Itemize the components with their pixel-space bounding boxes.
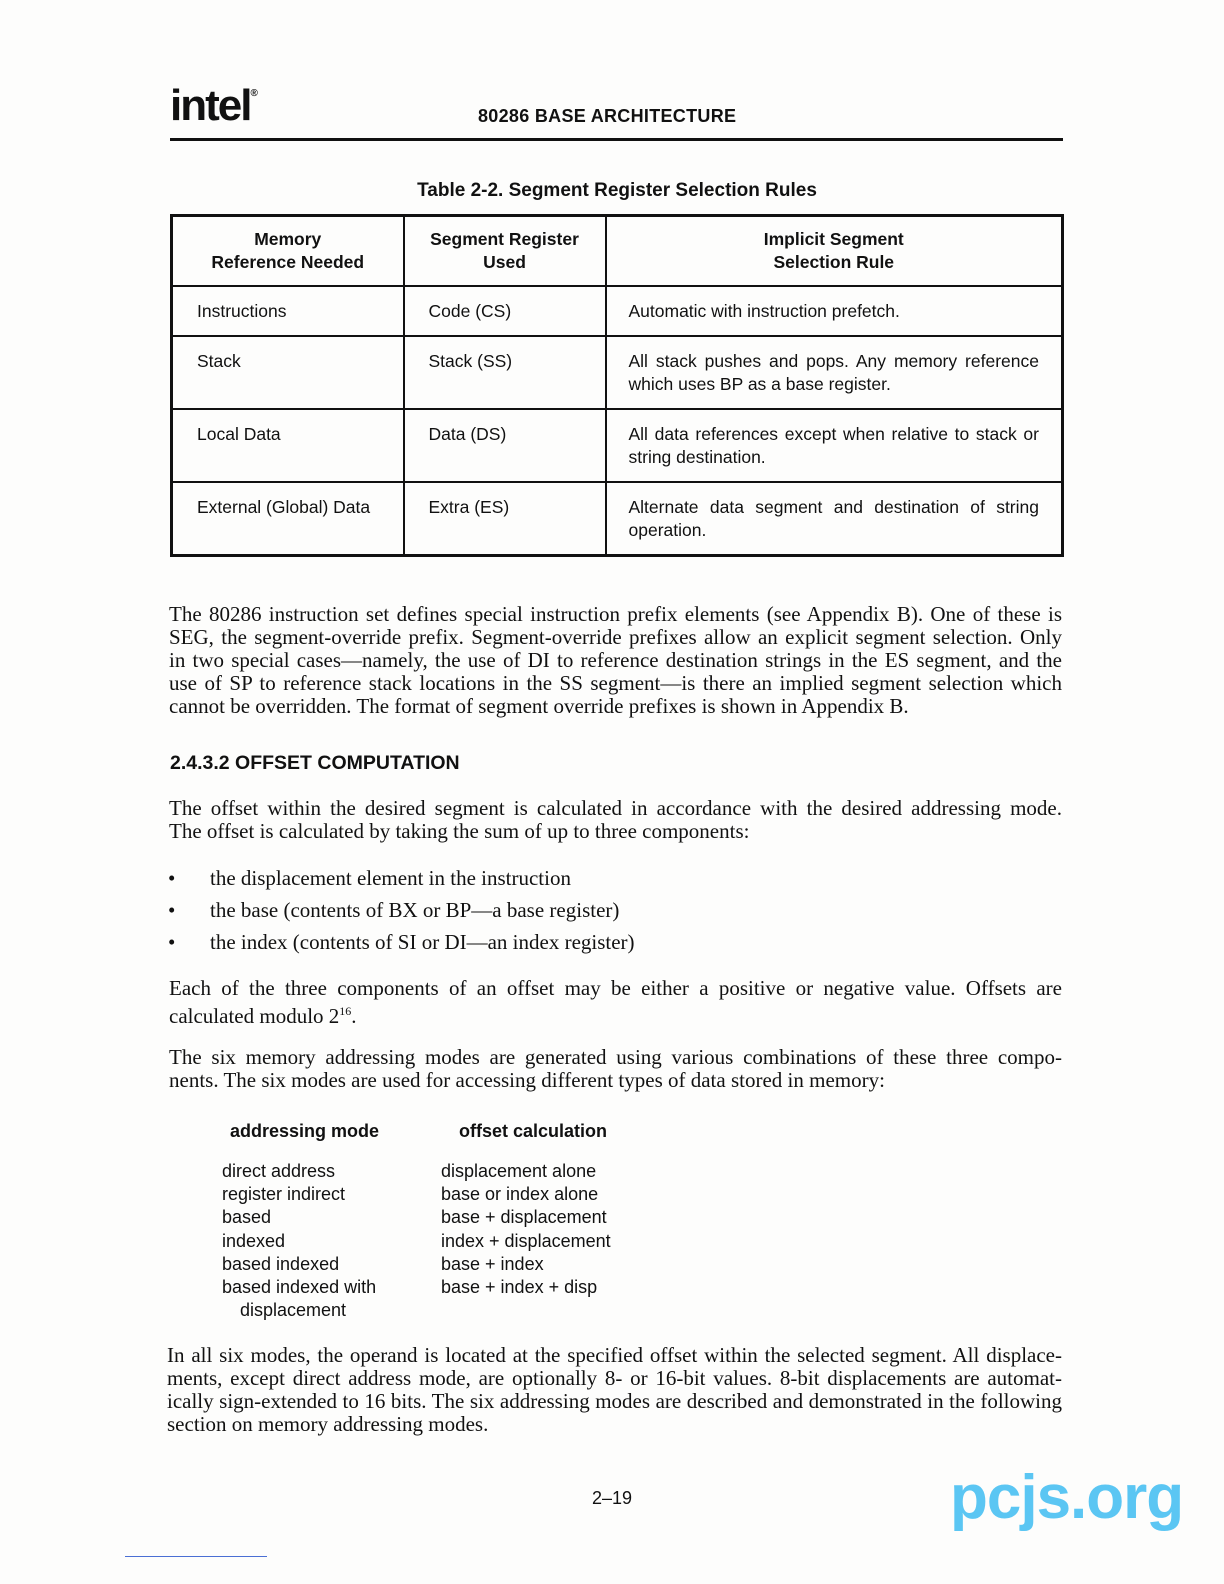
paragraph-offset-components <box>169 977 1062 1028</box>
text-line: In all six modes, the operand is located at the specified offset within the selected segment. All displace- <box>167 1343 1062 1367</box>
paragraph-offset-intro <box>169 797 1062 843</box>
modes-name-column <box>222 1160 376 1322</box>
table-header-row <box>172 216 1063 287</box>
table-cell: All stack pushes and pops. Any memory reference which uses BP as a base register. <box>606 336 1063 409</box>
header-rule <box>170 138 1063 141</box>
text-line: ically sign-extended to 16 bits. The six addressing modes are described and demonstrated in the following <box>167 1389 1062 1413</box>
offset-calc: base + index <box>441 1253 544 1274</box>
mode-name: indexed <box>222 1230 286 1251</box>
modes-calc-column <box>441 1160 611 1299</box>
table-row <box>172 482 1063 556</box>
text-line: use of SP to reference stack locations in the SS segment—is there an implied segment selection which <box>169 671 1062 695</box>
offset-calc: base + displacement <box>441 1207 607 1228</box>
text-line: nents. The six modes are used for accessing different types of data stored in memory: <box>169 1068 885 1092</box>
table-cell: External (Global) Data <box>172 482 404 556</box>
bullet-icon: • <box>168 898 176 922</box>
table-row <box>172 286 1063 336</box>
table-cell: Extra (ES) <box>404 482 606 556</box>
text-line: The six memory addressing modes are generated using various combinations of these three compo- <box>169 1045 1062 1069</box>
mode-name: based indexed <box>222 1253 340 1274</box>
list-item-text: the index (contents of SI or DI—an index register) <box>210 930 635 954</box>
mode-name: based <box>222 1207 272 1228</box>
offset-calc: base or index alone <box>441 1184 599 1205</box>
mode-name: direct address <box>222 1161 336 1181</box>
table-cell: Alternate data segment and destination of string operation. <box>606 482 1063 556</box>
text-line: SEG, the segment-override prefix. Segment-override prefixes allow an explicit segment selection. Only <box>169 625 1062 649</box>
offset-calc: displacement alone <box>441 1161 597 1181</box>
paragraph-six-modes <box>167 1344 1062 1436</box>
paragraph-addressing-modes <box>169 1046 1062 1092</box>
text-line: The offset within the desired segment is calculated in accordance with the desired addressing mode. <box>169 796 1062 820</box>
list-item-text: the base (contents of BX or BP—a base register) <box>210 898 620 922</box>
text-line: ments, except direct address mode, are optionally 8- or 16-bit values. 8-bit displacements are automat- <box>167 1366 1062 1390</box>
text-line: in two special cases—namely, the use of DI to reference destination strings in the ES segment, and the <box>169 648 1062 672</box>
list-item-text: the displacement element in the instruction <box>210 866 571 890</box>
segment-register-table <box>170 214 1064 557</box>
text-line: cannot be overridden. The format of segment override prefixes is shown in Appendix B. <box>169 694 909 718</box>
bullet-icon: • <box>168 930 176 954</box>
offset-calc: base + index + disp <box>441 1277 598 1298</box>
paragraph-segment-override <box>169 603 1062 718</box>
text-line: section on memory addressing modes. <box>167 1412 489 1436</box>
col-header-memory: Memory Reference Needed <box>172 216 404 287</box>
mode-name: based indexed with <box>222 1277 377 1298</box>
table-row <box>172 409 1063 482</box>
intel-logo: intel® <box>170 81 256 130</box>
table-cell: Data (DS) <box>404 409 606 482</box>
text-line: The 80286 instruction set defines special instruction prefix elements (see Appendix B). One of these is <box>169 602 1062 626</box>
mode-name: displacement <box>240 1300 347 1321</box>
table-cell: Instructions <box>172 286 404 336</box>
table-cell: Stack <box>172 336 404 409</box>
table-row <box>172 336 1063 409</box>
text-line: Each of the three components of an offset may be either a positive or negative value. Offsets are <box>169 976 1062 1000</box>
pcjs-watermark: pcjs.org <box>950 1463 1184 1532</box>
table-cell: Stack (SS) <box>404 336 606 409</box>
offset-calc: index + displacement <box>441 1230 611 1251</box>
section-heading: 2.4.3.2 OFFSET COMPUTATION <box>170 752 460 774</box>
page-header-title: 80286 BASE ARCHITECTURE <box>478 106 737 126</box>
footer-line <box>125 1556 267 1557</box>
mode-name: register indirect <box>222 1184 346 1205</box>
table-cell: Automatic with instruction prefetch. <box>606 286 1063 336</box>
modes-header-mode: addressing mode <box>230 1121 380 1141</box>
text-line: The offset is calculated by taking the sum of up to three components: <box>169 819 750 843</box>
col-header-selection-rule: Implicit Segment Selection Rule <box>606 216 1063 287</box>
table-cell: All data references except when relative to stack or string destination. <box>606 409 1063 482</box>
table-caption: Table 2-2. Segment Register Selection Rules <box>417 180 817 201</box>
modes-header-calc: offset calculation <box>459 1121 608 1141</box>
table-cell: Local Data <box>172 409 404 482</box>
col-header-segment-register: Segment Register Used <box>404 216 606 287</box>
bullet-icon: • <box>168 866 176 890</box>
text-line: calculated modulo $2^{16}$. <box>169 1004 357 1028</box>
page-number: 2–19 <box>592 1488 633 1508</box>
table-cell: Code (CS) <box>404 286 606 336</box>
